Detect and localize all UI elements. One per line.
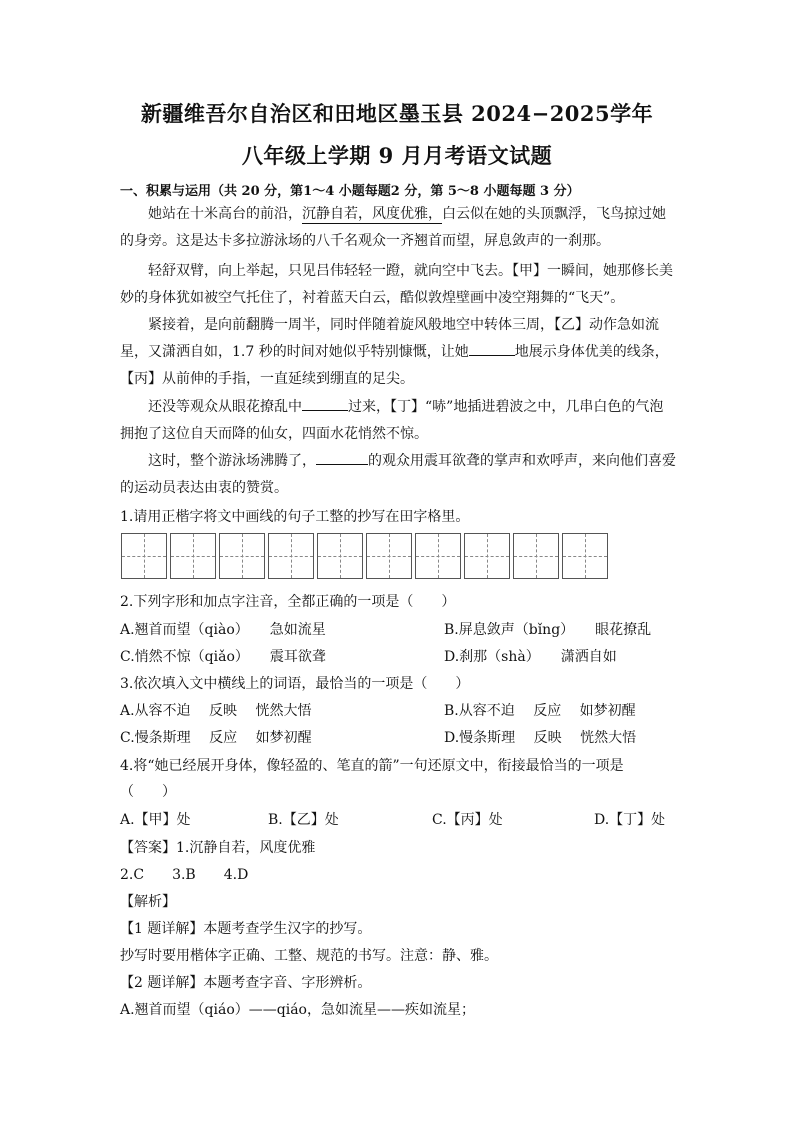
section-heading: 一、积累与运用（共 20 分，第1～4 小题每题2 分，第 5～8 小题每题 3 分） — [120, 184, 580, 199]
paragraph-5: 这时，整个游泳场沸腾了， 的观众用震耳欲聋的掌声和欢呼声，来向他们喜爱的运动员表达由衷的赞赏。 — [120, 448, 676, 502]
fill-blank-2[interactable] — [302, 396, 348, 411]
grid-cell[interactable] — [170, 533, 216, 579]
q2-option-b[interactable]: B.屏息敛声（bǐng） 眼花撩乱 — [444, 622, 652, 638]
tianzige-grid[interactable] — [121, 533, 611, 579]
paragraph-2: 轻舒双臂，向上举起，只见吕伟轻轻一蹬，就向空中飞去。【甲】一瞬间，她那修长美妙的身体犹如被空气托住了，衬着蓝天白云，酷似敦煌壁画中凌空翔舞的“飞天”。 — [120, 263, 673, 306]
fill-blank-3[interactable] — [316, 450, 368, 465]
detail-2-title: 【2 题详解】本题考查字音、字形辨析。 — [120, 975, 372, 991]
underlined-sentence: 沉静自若，风度优雅， — [302, 206, 442, 222]
q4-option-c[interactable]: C.【丙】处 — [432, 812, 503, 828]
answer-line-2: 2.C 3.B 4.D — [120, 867, 249, 883]
q2-option-c[interactable]: C.悄然不惊（qiǎo） 震耳欲聋 — [120, 649, 326, 665]
paragraph-3: 紧接着，是向前翻腾一周半，同时伴随着旋风般地空中转体三周，【乙】动作急如流星，又潇洒自如，1.7 秒的时间对她似乎特别慷慨，让她 地展示身体优美的线条，【丙】从前伸的手指，一直延续到绷直的足尖。 — [120, 317, 669, 387]
grid-cell[interactable] — [366, 533, 412, 579]
question-2: 2.下列字形和加点字注音，全都正确的一项是（ ） — [120, 594, 456, 610]
detail-2-body: A.翘首而望（qiáo）——qiáo，急如流星——疾如流星； — [120, 1002, 475, 1018]
paragraph-4: 还没等观众从眼花撩乱中 过来，【丁】“哧”地插进碧波之中，几串白色的气泡拥抱了这位自天而降的仙女，四面水花悄然不惊。 — [120, 394, 676, 448]
q4-option-b[interactable]: B.【乙】处 — [268, 812, 339, 828]
answer-line-1: 【答案】1.沉静自若，风度优雅 — [120, 840, 316, 856]
question-1: 1.请用正楷字将文中画线的句子工整的抄写在田字格里。 — [120, 509, 470, 525]
q2-option-a[interactable]: A.翘首而望（qiào） 急如流星 — [120, 622, 326, 638]
q4-option-d[interactable]: D.【丁】处 — [594, 812, 666, 828]
grid-cell[interactable] — [562, 533, 608, 579]
grid-cell[interactable] — [415, 533, 461, 579]
title-line-1: 新疆维吾尔自治区和田地区墨玉县 2024−2025学年 — [140, 101, 654, 126]
analysis-heading: 【解析】 — [120, 894, 176, 910]
question-3: 3.依次填入文中横线上的词语，最恰当的一项是（ ） — [120, 676, 470, 692]
detail-1-body: 抄写时要用楷体字正确、工整、规范的书写。注意：静、雅。 — [120, 948, 498, 964]
grid-cell[interactable] — [268, 533, 314, 579]
fill-blank-1[interactable] — [469, 341, 515, 356]
detail-1-title: 【1 题详解】本题考查学生汉字的抄写。 — [120, 921, 372, 937]
grid-cell[interactable] — [219, 533, 265, 579]
q4-answer-paren: （ ） — [120, 784, 176, 800]
q3-option-c[interactable]: C.慢条斯理 反应 如梦初醒 — [120, 730, 312, 746]
q2-option-d[interactable]: D.刹那（shà） 潇洒自如 — [444, 649, 617, 665]
grid-cell[interactable] — [121, 533, 167, 579]
grid-cell[interactable] — [464, 533, 510, 579]
q3-option-d[interactable]: D.慢条斯理 反映 恍然大悟 — [444, 730, 637, 746]
q3-option-a[interactable]: A.从容不迫 反映 恍然大悟 — [120, 703, 312, 719]
title-line-2: 八年级上学期 9 月月考语文试题 — [241, 143, 553, 168]
grid-cell[interactable] — [317, 533, 363, 579]
paragraph-1: 她站在十米高台的前沿，沉静自若，风度优雅，白云似在她的头顶飘浮，飞鸟掠过她的身旁。这是达卡多拉游泳场的八千名观众一齐翘首而望，屏息敛声的一刹那。 — [120, 206, 666, 249]
question-4: 4.将“她已经展开身体，像轻盈的、笔直的箭”一句还原文中，衔接最恰当的一项是 — [120, 758, 624, 774]
q3-option-b[interactable]: B.从容不迫 反应 如梦初醒 — [444, 703, 636, 719]
grid-cell[interactable] — [513, 533, 559, 579]
q4-option-a[interactable]: A.【甲】处 — [120, 812, 191, 828]
